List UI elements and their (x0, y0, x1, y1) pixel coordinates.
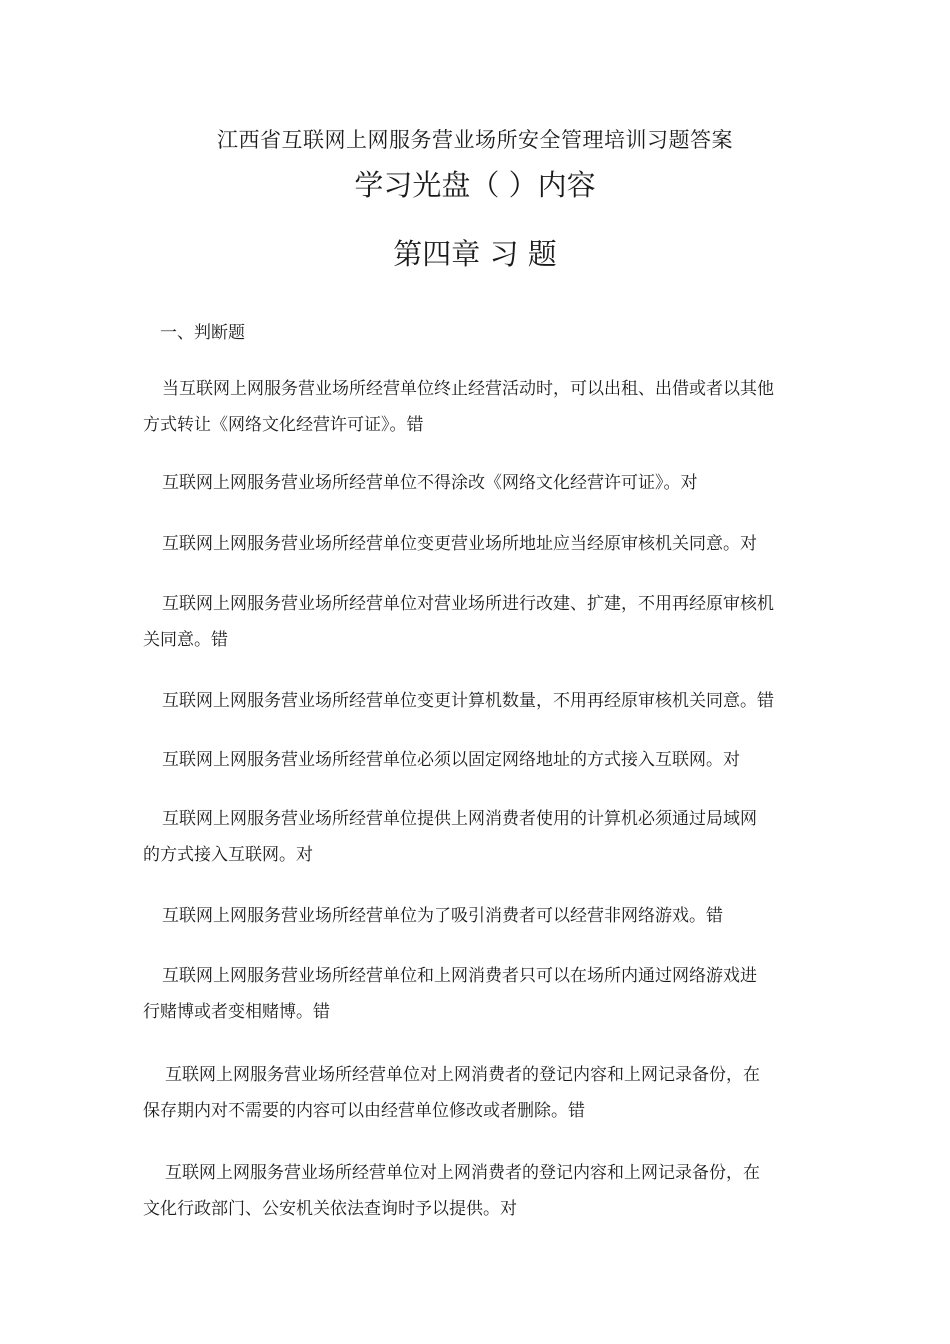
chapter-heading: 第四章 习 题 (393, 237, 557, 271)
list-item (143, 683, 793, 719)
item-line: 保存期内对不需要的内容可以由经营单位修改或者删除。错 (143, 1101, 585, 1121)
list-item (143, 465, 793, 501)
item-line: 互联网上网服务营业场所经营单位对上网消费者的登记内容和上网记录备份，在 (165, 1163, 760, 1183)
item-line: 当互联网上网服务营业场所经营单位终止经营活动时，可以出租、出借或者以其他 (162, 379, 774, 399)
item-line: 行赌博或者变相赌博。错 (143, 1002, 330, 1022)
list-item (143, 1155, 793, 1227)
list-item (143, 742, 793, 778)
list-item (143, 371, 793, 443)
document-title: 江西省互联网上网服务营业场所安全管理培训习题答案 (217, 128, 733, 152)
list-item (143, 526, 793, 562)
section-heading: 一、判断题 (160, 323, 245, 343)
list-item (143, 586, 793, 658)
item-line: 的方式接入互联网。对 (143, 845, 313, 865)
list-item (143, 958, 793, 1030)
item-line: 互联网上网服务营业场所经营单位对上网消费者的登记内容和上网记录备份，在 (165, 1065, 760, 1085)
item-line: 文化行政部门、公安机关依法查询时予以提供。对 (143, 1199, 517, 1219)
list-item (143, 801, 793, 873)
item-line: 方式转让《网络文化经营许可证》。错 (143, 415, 424, 435)
item-line: 互联网上网服务营业场所经营单位对营业场所进行改建、扩建，不用再经原审核机 (162, 594, 774, 614)
item-line: 互联网上网服务营业场所经营单位必须以固定网络地址的方式接入互联网。对 (162, 750, 740, 770)
list-item (143, 898, 793, 934)
item-line: 互联网上网服务营业场所经营单位提供上网消费者使用的计算机必须通过局域网 (162, 809, 757, 829)
item-line: 互联网上网服务营业场所经营单位变更计算机数量，不用再经原审核机关同意。错 (162, 691, 774, 711)
item-line: 互联网上网服务营业场所经营单位和上网消费者只可以在场所内通过网络游戏进 (162, 966, 757, 986)
item-line: 关同意。错 (143, 630, 228, 650)
item-line: 互联网上网服务营业场所经营单位为了吸引消费者可以经营非网络游戏。错 (162, 906, 723, 926)
list-item (143, 1057, 793, 1129)
item-line: 互联网上网服务营业场所经营单位变更营业场所地址应当经原审核机关同意。对 (162, 534, 757, 554)
document-subtitle: 学习光盘（ ）内容 (354, 168, 596, 202)
item-line: 互联网上网服务营业场所经营单位不得涂改《网络文化经营许可证》。对 (162, 473, 698, 493)
